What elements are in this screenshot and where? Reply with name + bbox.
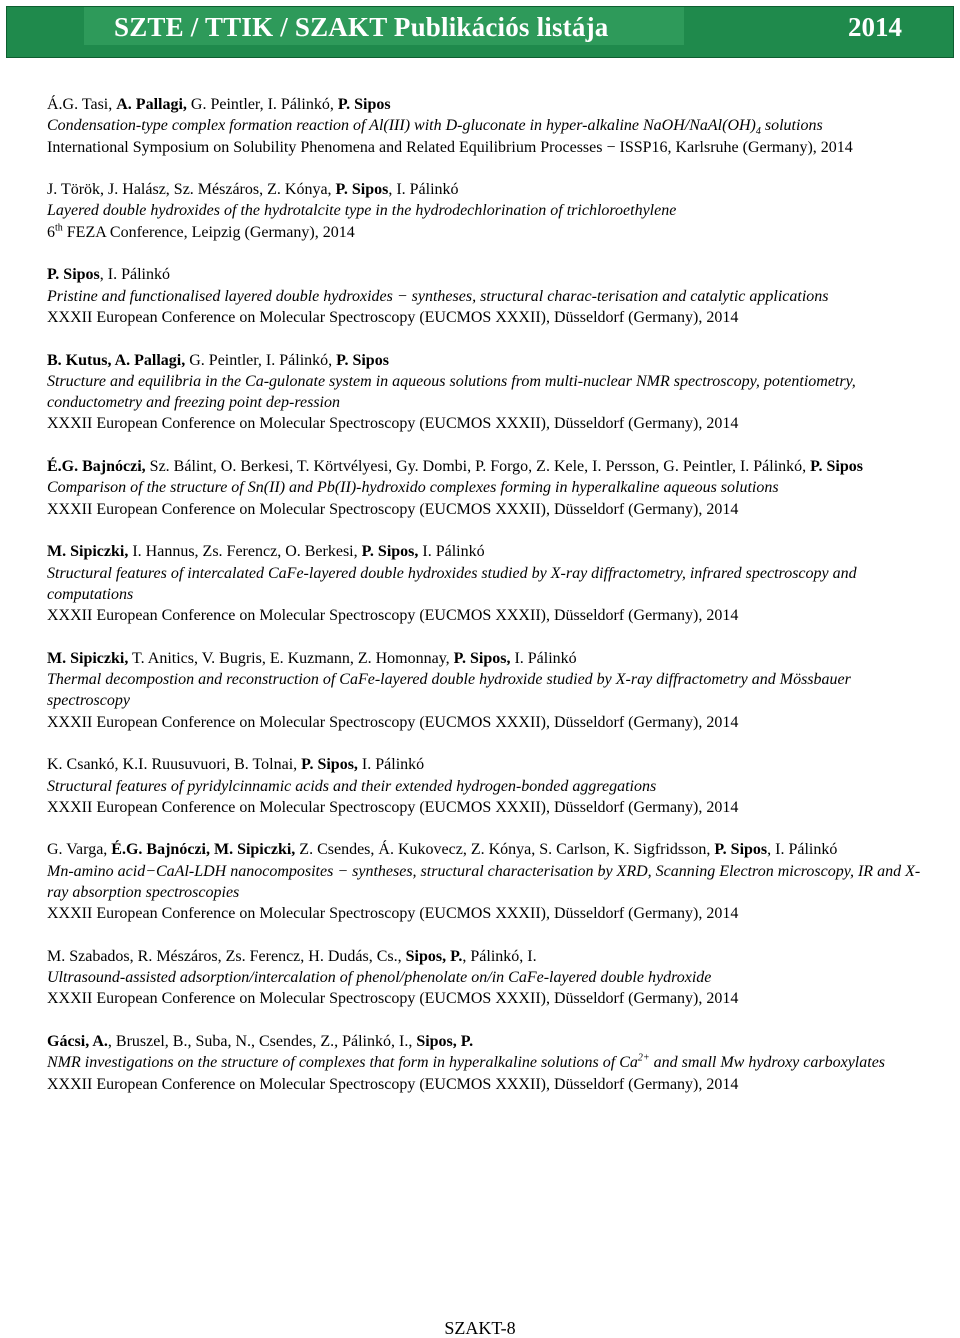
text-run: P. Sipos xyxy=(337,96,391,113)
text-run: Thermal decompostion and reconstruction of CaFe-layered double hydroxide studied by X-ray diffractometry and Mössbauer spectroscopy xyxy=(47,671,851,710)
text-run: I. Hannus, Zs. Ferencz, O. Berkesi, xyxy=(128,543,362,561)
publication-venue: International Symposium on Solubility Phenomena and Related Equilibrium Processes − ISSP16, Karlsruhe (Germany), 2014 xyxy=(47,138,853,156)
text-run: Sipos, P. xyxy=(416,1033,474,1051)
publication-title xyxy=(47,286,927,307)
text-run: Á.G. Tasi, xyxy=(47,96,117,113)
text-run: Structural features of pyridylcinnamic acids and their extended hydrogen-bonded aggregations xyxy=(47,777,657,795)
text-run: T. Anitics, V. Bugris, E. Kuzmann, Z. Homonnay, xyxy=(128,649,454,667)
text-run: J. Török, J. Halász, Sz. Mészáros, Z. Kónya, xyxy=(47,181,336,199)
text-run: I. Pálinkó xyxy=(418,543,485,561)
publication-authors xyxy=(47,1031,927,1052)
publication-venue: XXXII European Conference on Molecular Spectroscopy (EUCMOS XXXII), Düsseldorf (Germany), 2014 xyxy=(47,308,739,326)
text-run: P. Sipos xyxy=(335,181,389,199)
publication-venue: XXXII European Conference on Molecular Spectroscopy (EUCMOS XXXII), Düsseldorf (Germany), 2014 xyxy=(47,905,739,923)
text-run: P. Sipos, xyxy=(361,543,419,561)
page-title: SZTE / TTIK / SZAKT Publikációs listája xyxy=(114,12,609,42)
publication-venue: XXXII European Conference on Molecular Spectroscopy (EUCMOS XXXII), Düsseldorf (Germany), 2014 xyxy=(47,500,739,518)
publication-venue: XXXII European Conference on Molecular Spectroscopy (EUCMOS XXXII), Düsseldorf (Germany), 2014 xyxy=(47,607,739,625)
text-run: Comparison of the structure of Sn(II) and Pb(II)-hydroxido complexes forming in hyperalkaline aqueous solutions xyxy=(47,479,779,497)
publication-venue: XXXII European Conference on Molecular Spectroscopy (EUCMOS XXXII), Düsseldorf (Germany), 2014 xyxy=(47,713,739,731)
publication-entry xyxy=(47,350,927,435)
text-run: I. Pálinkó xyxy=(357,756,425,774)
text-run: , I. Pálinkó xyxy=(388,181,459,199)
text-run: I. Pálinkó xyxy=(510,649,577,667)
publication-title xyxy=(47,115,927,136)
text-run: Layered double hydroxides of the hydrotalcite type in the hydrodechlorination of trichloroethylene xyxy=(47,202,677,220)
text-run: G. Varga, xyxy=(47,841,112,859)
text-run: Structure and equilibria in the Ca-gulonate system in aqueous solutions from multi-nuclear NMR spectroscopy, potentiometry, conductometry and freezing point dep-ression xyxy=(47,372,856,412)
text-run: , I. Pálinkó xyxy=(767,841,838,859)
text-run: , I. Pálinkó xyxy=(99,266,170,284)
text-run: th xyxy=(55,222,63,234)
publication-authors xyxy=(47,839,927,860)
publication-title xyxy=(47,371,927,414)
text-run: 2+ xyxy=(637,1053,650,1065)
publication-entry xyxy=(47,456,927,520)
text-run: M. Sipiczki, xyxy=(47,649,129,667)
text-run: Structural features of intercalated CaFe-layered double hydroxides studied by X-ray diffractometry, infrared spectroscopy and computations xyxy=(47,564,857,603)
publication-entry xyxy=(47,946,927,1010)
text-run: Sz. Bálint, O. Berkesi, T. Körtvélyesi, Gy. Dombi, P. Forgo, Z. Kele, I. Persson, G. Peintler, I. Pálinkó, xyxy=(145,458,811,476)
publication-entry xyxy=(47,754,927,818)
publication-title xyxy=(47,669,927,712)
text-run: solutions xyxy=(760,117,823,135)
text-run: Z. Csendes, Á. Kukovecz, Z. Kónya, S. Carlson, K. Sigfridsson, xyxy=(295,841,715,859)
text-run: Gácsi, A. xyxy=(47,1033,108,1051)
publication-title xyxy=(47,776,927,797)
publication-list xyxy=(47,94,927,1116)
publication-title xyxy=(47,861,927,904)
publication-venue: XXXII European Conference on Molecular Spectroscopy (EUCMOS XXXII), Düsseldorf (Germany), 2014 xyxy=(47,798,739,816)
text-run: 4 xyxy=(755,126,761,138)
text-run: P. Sipos xyxy=(336,351,389,369)
publication-entry xyxy=(47,1031,927,1095)
publication-entry xyxy=(47,94,927,158)
text-run: and small Mw hydroxy carboxylates xyxy=(649,1054,886,1072)
publication-authors xyxy=(47,350,927,371)
text-run: M. Sipiczki, xyxy=(47,543,129,561)
publication-authors xyxy=(47,648,927,669)
text-run: Mn-amino acid−CaAl-LDH nanocomposites − syntheses, structural characterisation by XRD, Scanning Electron microscopy, IR and X-ray absorption spectroscopies xyxy=(47,862,921,901)
publication-title xyxy=(47,967,927,988)
text-run: M. Szabados, R. Mészáros, Zs. Ferencz, H. Dudás, Cs., xyxy=(47,947,406,965)
publication-title xyxy=(47,1052,927,1073)
publication-title xyxy=(47,200,927,221)
header-year: 2014 xyxy=(848,12,902,42)
publication-entry xyxy=(47,839,927,924)
publication-authors xyxy=(47,94,927,115)
text-run: G. Peintler, I. Pálinkó, xyxy=(185,351,337,369)
publication-entry xyxy=(47,264,927,328)
text-run: P. Sipos xyxy=(714,841,768,859)
text-run: NMR investigations on the structure of complexes that form in hyperalkaline solutions of Ca xyxy=(47,1054,638,1072)
publication-venue: XXXII European Conference on Molecular Spectroscopy (EUCMOS XXXII), Düsseldorf (Germany), 2014 xyxy=(47,415,739,433)
text-run: 6 xyxy=(47,223,55,241)
text-run: FEZA Conference, Leipzig (Germany), 2014 xyxy=(62,223,355,241)
text-run: Condensation-type complex formation reaction of Al(III) with D-gluconate in hyper-alkaline NaOH/NaAl(OH) xyxy=(47,117,756,135)
page-number: SZAKT-8 xyxy=(444,1318,516,1338)
text-run: P. Sipos, xyxy=(301,756,358,774)
text-run: K. Csankó, K.I. Ruusuvuori, B. Tolnai, xyxy=(47,756,302,774)
publication-venue xyxy=(47,222,927,243)
publication-authors xyxy=(47,946,927,967)
text-run: Ultrasound-assisted adsorption/intercalation of phenol/phenolate on/in CaFe-layered double hydroxide xyxy=(47,969,712,987)
publication-authors xyxy=(47,541,927,562)
text-run: B. Kutus, A. Pallagi, xyxy=(47,351,186,369)
publication-entry xyxy=(47,179,927,243)
text-run: , Pálinkó, I. xyxy=(462,947,537,965)
publication-authors xyxy=(47,456,927,477)
publication-venue: XXXII European Conference on Molecular Spectroscopy (EUCMOS XXXII), Düsseldorf (Germany), 2014 xyxy=(47,1075,739,1093)
text-run: P. Sipos xyxy=(810,458,863,476)
publication-title xyxy=(47,563,927,606)
publication-authors xyxy=(47,754,927,775)
publication-entry xyxy=(47,648,927,733)
text-run: É.G. Bajnóczi, xyxy=(47,458,146,476)
publication-venue: XXXII European Conference on Molecular Spectroscopy (EUCMOS XXXII), Düsseldorf (Germany), 2014 xyxy=(47,990,739,1008)
text-run: A. Pallagi, xyxy=(116,96,187,113)
text-run: , Bruszel, B., Suba, N., Csendes, Z., Pálinkó, I., xyxy=(107,1033,417,1051)
publication-entry xyxy=(47,541,927,626)
text-run: P. Sipos xyxy=(47,266,100,284)
text-run: Pristine and functionalised layered double hydroxides − syntheses, structural charac-terisation and catalytic applications xyxy=(47,287,829,305)
text-run: G. Peintler, I. Pálinkó, xyxy=(186,96,338,113)
publication-authors xyxy=(47,264,927,285)
text-run: É.G. Bajnóczi, M. Sipiczki, xyxy=(111,841,296,859)
text-run: P. Sipos, xyxy=(453,649,511,667)
publication-authors xyxy=(47,179,927,200)
text-run: Sipos, P. xyxy=(405,947,463,965)
publication-title xyxy=(47,477,927,498)
